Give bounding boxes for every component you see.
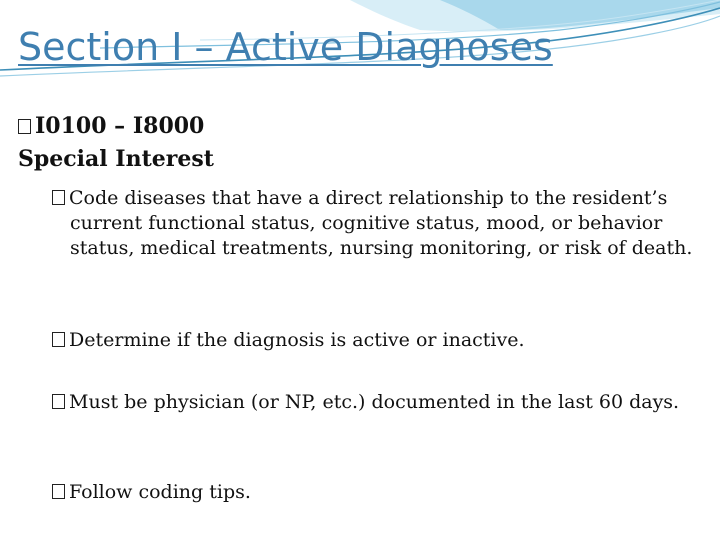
- page-title: Section I – Active Diagnoses: [18, 25, 553, 69]
- bullet-item: [52, 186, 702, 261]
- bullet-text: Determine if the diagnosis is active or inactive.: [69, 329, 525, 351]
- bullet-marker-icon: [18, 119, 31, 134]
- bullet-text: Code diseases that have a direct relationship to the resident’s current functional status, cognitive status, mood, or behavior status, medical treatments, nursing monitoring, or risk of death.: [69, 187, 693, 259]
- heading-subtitle: Special Interest: [18, 146, 214, 172]
- bullet-text: Follow coding tips.: [69, 481, 251, 503]
- heading-code-range-text: I0100 – I8000: [35, 113, 205, 139]
- section-heading: [18, 110, 214, 176]
- heading-code-range: [18, 110, 214, 143]
- bullet-marker-icon: [52, 394, 65, 409]
- bullet-item: [52, 328, 702, 353]
- bullet-marker-icon: [52, 190, 65, 205]
- bullet-item: [52, 390, 702, 415]
- bullet-marker-icon: [52, 484, 65, 499]
- bullet-marker-icon: [52, 332, 65, 347]
- bullet-item: [52, 480, 702, 505]
- bullet-text: Must be physician (or NP, etc.) documented in the last 60 days.: [69, 391, 680, 413]
